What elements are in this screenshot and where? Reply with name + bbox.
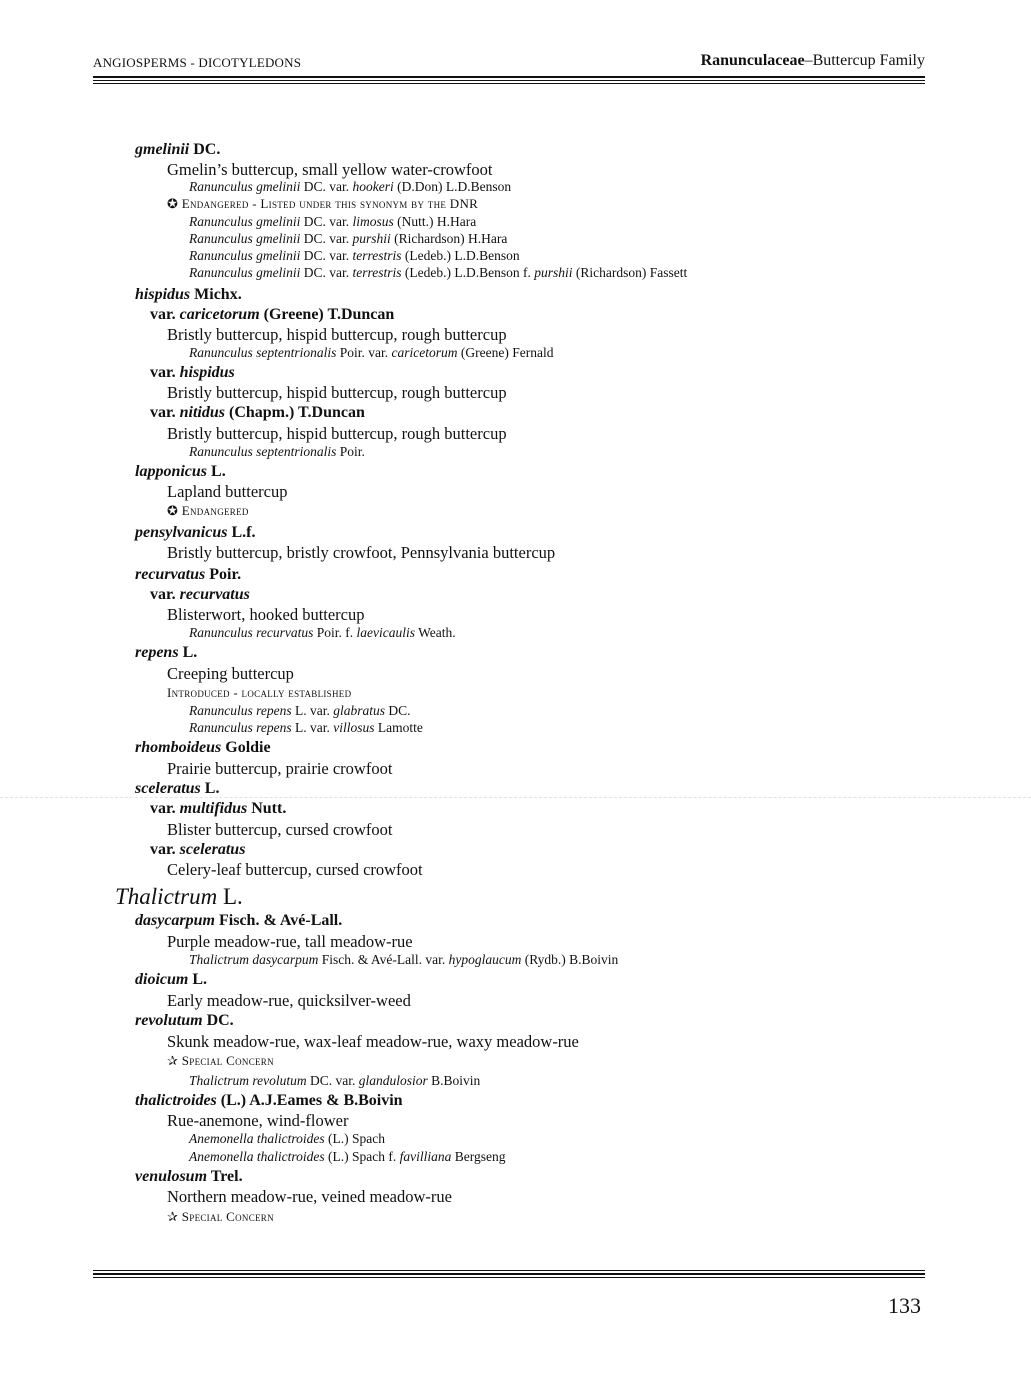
synonym-text: DC.	[385, 703, 411, 718]
authority: L.	[217, 884, 243, 909]
footer-rule	[93, 1270, 925, 1271]
common-names: Bristly buttercup, hispid buttercup, rough buttercup	[167, 383, 507, 402]
header-rule	[93, 83, 925, 84]
synonym	[189, 1131, 385, 1147]
synonym-name: Ranunculus recurvatus	[189, 625, 314, 640]
synonym-text: Poir.	[336, 444, 365, 459]
page-number: 133	[888, 1293, 921, 1318]
scientific-epithet: repens	[135, 644, 179, 661]
synonym	[189, 179, 511, 195]
species-entry	[135, 1168, 243, 1186]
synonym-name: Ranunculus repens	[189, 720, 292, 735]
synonym-text: Fisch. & Avé-Lall. var.	[318, 952, 449, 967]
common-names: Purple meadow-rue, tall meadow-rue	[167, 932, 413, 951]
species-entry	[135, 1012, 234, 1030]
synonym-text: Weath.	[414, 625, 456, 640]
synonym-name: Ranunculus gmelinii	[189, 248, 301, 263]
common-names: Bristly buttercup, hispid buttercup, rough buttercup	[167, 325, 507, 344]
variety-entry	[150, 841, 245, 859]
rank-label: var.	[150, 800, 180, 817]
synonym-name: caricetorum	[391, 345, 458, 360]
synonym-text: DC. var.	[300, 231, 353, 246]
status-label: Special Concern	[181, 1053, 274, 1068]
synonym-name: Ranunculus repens	[189, 703, 292, 718]
family-name: Ranunculaceae	[700, 52, 805, 69]
synonym-name: purshii	[534, 265, 573, 280]
synonym-text: B.Boivin	[427, 1073, 481, 1088]
scientific-epithet: multifidus	[179, 800, 248, 817]
variety-entry	[150, 364, 235, 382]
species-entry	[135, 524, 255, 542]
scientific-epithet: Thalictrum	[115, 884, 218, 909]
rank-label: var.	[150, 404, 180, 421]
synonym-name: Ranunculus septentrionalis	[189, 444, 337, 459]
synonym	[189, 1073, 480, 1089]
scientific-epithet: nitidus	[179, 404, 225, 421]
synonym-name: Ranunculus gmelinii	[189, 214, 301, 229]
synonym-name: villosus	[333, 720, 375, 735]
scientific-epithet: sceleratus	[179, 841, 246, 858]
synonym-text: DC. var.	[300, 248, 353, 263]
scientific-epithet: hispidus	[179, 364, 235, 381]
synonym-text: DC. var.	[300, 179, 353, 194]
scientific-epithet: recurvatus	[179, 586, 250, 603]
synonym-text: DC. var.	[300, 265, 353, 280]
status-label: Endangered	[181, 503, 249, 518]
status-note	[167, 1053, 274, 1069]
scientific-epithet: rhomboideus	[135, 739, 222, 756]
species-entry	[135, 739, 271, 757]
special-concern-icon: ✰	[167, 1209, 182, 1224]
species-entry	[135, 141, 220, 159]
genus-heading	[115, 884, 243, 910]
authority: (L.) A.J.Eames & B.Boivin	[216, 1092, 403, 1109]
status-note	[167, 503, 249, 519]
scientific-epithet: pensylvanicus	[135, 524, 228, 541]
synonym-text: (Ledeb.) L.D.Benson	[401, 248, 520, 263]
running-header-left: ANGIOSPERMS - DICOTYLEDONS	[93, 55, 302, 70]
species-entry	[135, 566, 241, 584]
synonym	[189, 231, 507, 247]
synonym-text: (Nutt.) H.Hara	[393, 214, 477, 229]
species-entry	[135, 912, 342, 930]
scientific-epithet: dioicum	[135, 971, 189, 988]
variety-entry	[150, 404, 365, 422]
authority: Michx.	[190, 286, 242, 303]
synonym-text: (Richardson) H.Hara	[390, 231, 508, 246]
synonym	[189, 1149, 505, 1165]
common-names: Celery-leaf buttercup, cursed crowfoot	[167, 860, 423, 879]
running-header-right	[701, 52, 925, 70]
synonym-name: laevicaulis	[356, 625, 415, 640]
authority: L.	[188, 971, 208, 988]
authority: L.f.	[227, 524, 256, 541]
species-entry	[135, 463, 226, 481]
synonym-name: favilliana	[399, 1149, 452, 1164]
common-names: Prairie buttercup, prairie crowfoot	[167, 759, 393, 778]
species-entry	[135, 644, 197, 662]
species-entry	[135, 780, 219, 798]
synonym-text: Bergseng	[451, 1149, 506, 1164]
authority: L.	[178, 644, 198, 661]
rank-label: var.	[150, 364, 180, 381]
special-concern-icon: ✰	[167, 1053, 182, 1068]
synonym-name: hookeri	[352, 179, 394, 194]
synonym-text: Lamotte	[374, 720, 423, 735]
synonym	[189, 265, 687, 281]
synonym	[189, 444, 365, 460]
authority: Trel.	[207, 1168, 243, 1185]
authority: Goldie	[221, 739, 271, 756]
scientific-epithet: dasycarpum	[135, 912, 215, 929]
scientific-epithet: gmelinii	[135, 141, 190, 158]
authority: DC.	[202, 1012, 234, 1029]
synonym-name: Anemonella thalictroides	[189, 1149, 325, 1164]
synonym	[189, 345, 553, 361]
common-names: Northern meadow-rue, veined meadow-rue	[167, 1187, 452, 1206]
status-label: Endangered - Listed under this synonym by the DNR	[181, 196, 479, 211]
status-label: Special Concern	[181, 1209, 274, 1224]
synonym-text: DC. var.	[300, 214, 353, 229]
status-label: Introduced - locally established	[167, 685, 352, 700]
synonym-name: Thalictrum dasycarpum	[189, 952, 319, 967]
synonym-text: L. var.	[291, 720, 334, 735]
synonym-name: limosus	[352, 214, 394, 229]
synonym	[189, 952, 618, 968]
common-names: Lapland buttercup	[167, 482, 288, 501]
synonym	[189, 248, 520, 264]
synonym-text: DC. var.	[306, 1073, 359, 1088]
synonym	[189, 214, 476, 230]
endangered-icon: ✪	[167, 196, 182, 211]
synonym-text: L. var.	[291, 703, 334, 718]
scientific-epithet: caricetorum	[179, 306, 260, 323]
common-names: Gmelin’s buttercup, small yellow water-crowfoot	[167, 160, 493, 179]
species-entry	[135, 971, 207, 989]
synonym-text: (D.Don) L.D.Benson	[393, 179, 512, 194]
common-names: Blisterwort, hooked buttercup	[167, 605, 365, 624]
species-entry	[135, 1092, 403, 1110]
synonym-text: (L.) Spach	[324, 1131, 385, 1146]
header-rule	[93, 80, 925, 81]
synonym-name: terrestris	[352, 248, 402, 263]
synonym-name: Ranunculus gmelinii	[189, 265, 301, 280]
scientific-epithet: revolutum	[135, 1012, 203, 1029]
rank-label: var.	[150, 841, 180, 858]
common-names: Bristly buttercup, hispid buttercup, rough buttercup	[167, 424, 507, 443]
synonym-name: Ranunculus gmelinii	[189, 231, 301, 246]
scientific-epithet: hispidus	[135, 286, 191, 303]
synonym-text: (Rydb.) B.Boivin	[521, 952, 619, 967]
status-note	[167, 1209, 274, 1225]
synonym-text: Poir. var.	[336, 345, 392, 360]
common-names: Bristly buttercup, bristly crowfoot, Pennsylvania buttercup	[167, 543, 556, 562]
endangered-icon: ✪	[167, 503, 182, 518]
scientific-epithet: venulosum	[135, 1168, 208, 1185]
authority: L.	[207, 463, 226, 480]
synonym-name: hypoglaucum	[448, 952, 522, 967]
common-names: Early meadow-rue, quicksilver-weed	[167, 991, 411, 1010]
authority: (Greene) T.Duncan	[259, 306, 395, 323]
synonym	[189, 625, 456, 641]
status-note	[167, 685, 351, 701]
authority: DC.	[189, 141, 221, 158]
synonym-name: Thalictrum revolutum	[189, 1073, 307, 1088]
rank-label: var.	[150, 586, 180, 603]
synonym-name: glandulosior	[358, 1073, 428, 1088]
synonym-name: purshii	[352, 231, 391, 246]
variety-entry	[150, 800, 286, 818]
species-entry	[135, 286, 242, 304]
rank-label: var.	[150, 306, 180, 323]
synonym-text: Poir. f.	[313, 625, 357, 640]
authority: Poir.	[205, 566, 242, 583]
common-names: Rue-anemone, wind-flower	[167, 1111, 349, 1130]
footer-rule	[93, 1277, 925, 1278]
footer-rule	[93, 1273, 925, 1275]
authority: L.	[200, 780, 220, 797]
family-common-name: –Buttercup Family	[804, 52, 925, 69]
scientific-epithet: recurvatus	[135, 566, 206, 583]
synonym-text: (Richardson) Fassett	[572, 265, 688, 280]
scientific-epithet: lapponicus	[135, 463, 208, 480]
synonym	[189, 703, 411, 719]
synonym-name: glabratus	[333, 703, 385, 718]
header-rule	[93, 76, 925, 78]
common-names: Blister buttercup, cursed crowfoot	[167, 820, 393, 839]
synonym-name: Ranunculus septentrionalis	[189, 345, 337, 360]
common-names: Creeping buttercup	[167, 664, 294, 683]
synonym	[189, 720, 423, 736]
scientific-epithet: sceleratus	[135, 780, 201, 797]
synonym-name: Anemonella thalictroides	[189, 1131, 325, 1146]
scientific-epithet: thalictroides	[135, 1092, 217, 1109]
authority: (Chapm.) T.Duncan	[225, 404, 365, 421]
variety-entry	[150, 586, 250, 604]
status-note	[167, 196, 478, 212]
variety-entry	[150, 306, 394, 324]
synonym-text: (Ledeb.) L.D.Benson f.	[401, 265, 535, 280]
authority: Fisch. & Avé-Lall.	[215, 912, 343, 929]
common-names: Skunk meadow-rue, wax-leaf meadow-rue, waxy meadow-rue	[167, 1032, 579, 1051]
synonym-name: Ranunculus gmelinii	[189, 179, 301, 194]
synonym-text: (L.) Spach f.	[324, 1149, 400, 1164]
authority: Nutt.	[247, 800, 287, 817]
synonym-name: terrestris	[352, 265, 402, 280]
synonym-text: (Greene) Fernald	[457, 345, 554, 360]
